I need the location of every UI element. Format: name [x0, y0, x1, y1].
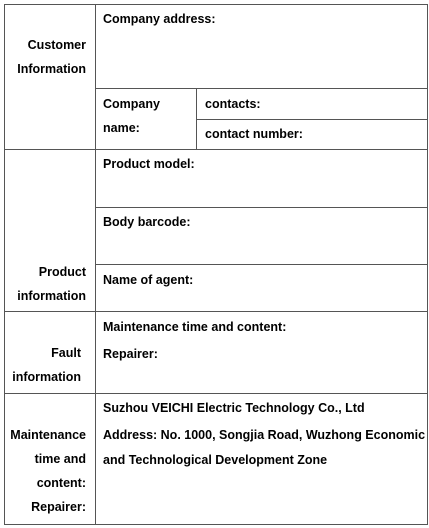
company-name-field[interactable]: Company name: — [103, 97, 160, 135]
border-left — [4, 4, 5, 525]
company-info-text: Suzhou VEICHI Electric Technology Co., Ltd — [103, 401, 365, 415]
product-model-field[interactable]: Product model: — [103, 157, 195, 171]
product-row-divider-1 — [95, 207, 428, 208]
section-divider-2 — [4, 311, 428, 312]
agent-name-field[interactable]: Name of agent: — [103, 273, 194, 287]
section-divider-1 — [4, 149, 428, 150]
body-barcode-field[interactable]: Body barcode: — [103, 215, 191, 229]
maintenance-time-content-field[interactable]: Maintenance time and content: — [103, 320, 287, 334]
company-address-line-1: Address: No. 1000, Songjia Road, Wuzhong Economic — [103, 428, 426, 442]
customer-row-divider — [95, 88, 428, 89]
contact-number-field[interactable]: contact number: — [205, 127, 303, 141]
section-divider-3 — [4, 393, 428, 394]
product-row-divider-2 — [95, 264, 428, 265]
contacts-divider — [196, 119, 428, 120]
maintenance-label: Maintenance time and content: Repairer: — [10, 428, 86, 514]
product-info-label: Product information — [17, 265, 86, 303]
company-address-field[interactable]: Company address: — [103, 12, 216, 26]
fault-info-label: Fault information — [12, 346, 81, 384]
customer-info-label: Customer Information — [17, 38, 86, 76]
border-top — [4, 4, 428, 5]
company-address-line-2: and Technological Development Zone — [103, 453, 328, 467]
border-bottom — [4, 524, 428, 525]
contacts-field[interactable]: contacts: — [205, 97, 261, 111]
repairer-field[interactable]: Repairer: — [103, 347, 158, 361]
